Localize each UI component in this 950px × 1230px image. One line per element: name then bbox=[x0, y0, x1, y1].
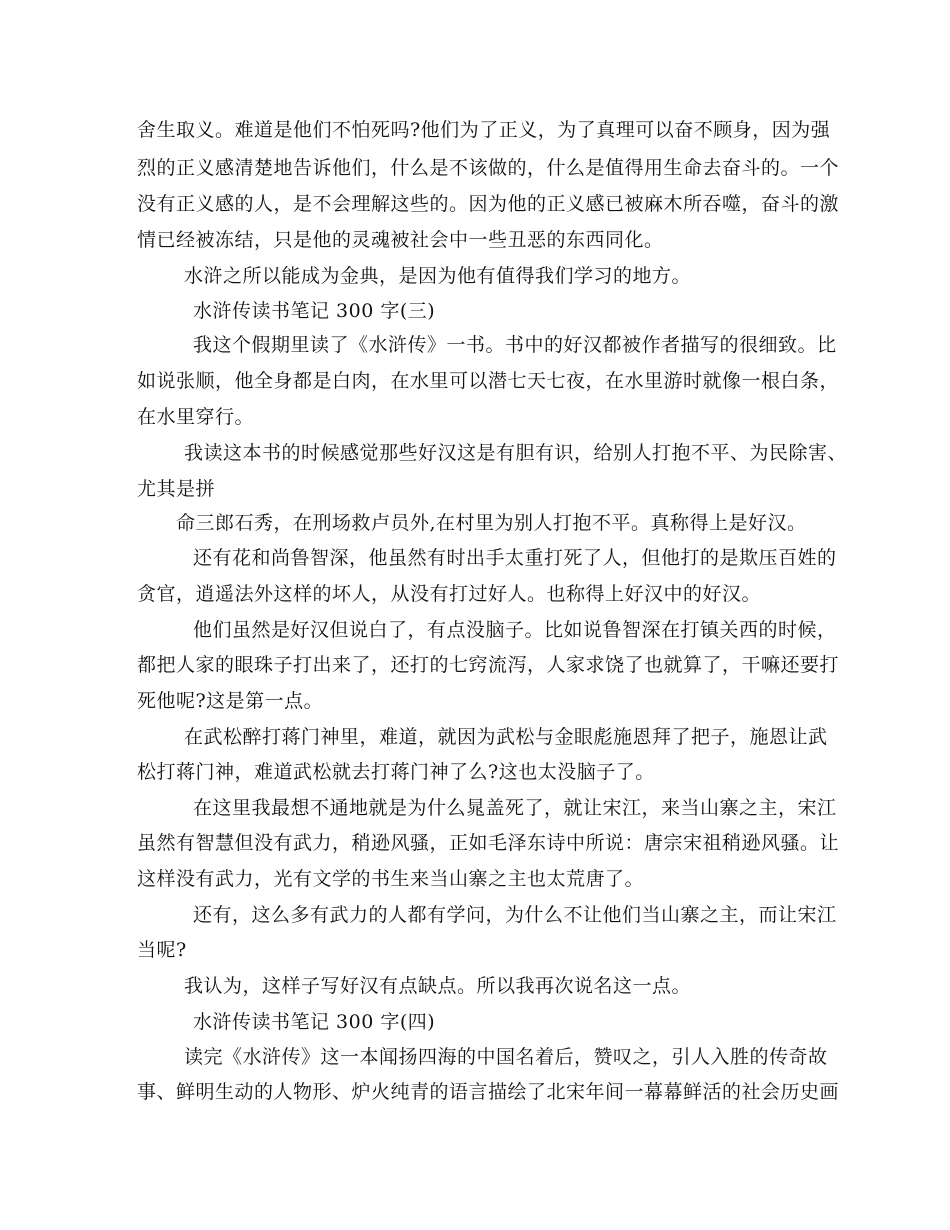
text-line: 命三郎石秀，在刑场救卢员外,在村里为别人打抱不平。真称得上是好汉。 bbox=[176, 512, 807, 534]
text-line: 松打蒋门神，难道武松就去打蒋门神了么?这也太没脑子了。 bbox=[137, 761, 655, 783]
section-heading: 水浒传读书笔记 300 字(三) bbox=[193, 300, 436, 322]
text-line: 死他呢?这是第一点。 bbox=[137, 690, 324, 712]
text-line: 他们虽然是好汉但说白了，有点没脑子。比如说鲁智深在打镇关西的时候， bbox=[193, 619, 837, 641]
text-line: 没有正义感的人，是不会理解这些的。因为他的正义感已被麻木所吞噬，奋斗的激 bbox=[137, 193, 840, 215]
text-line: 水浒之所以能成为金典，是因为他有值得我们学习的地方。 bbox=[184, 265, 692, 287]
text-line: 还有，这么多有武力的人都有学问，为什么不让他们当山寨之主，而让宋江 bbox=[193, 904, 837, 926]
text-line: 还有花和尚鲁智深，他虽然有时出手太重打死了人，但他打的是欺压百姓的 bbox=[193, 547, 837, 569]
section-heading: 水浒传读书笔记 300 字(四) bbox=[193, 1011, 436, 1033]
text-line: 舍生取义。难道是他们不怕死吗?他们为了正义，为了真理可以奋不顾身，因为强 bbox=[137, 119, 831, 141]
text-line: 烈的正义感清楚地告诉他们，什么是不该做的，什么是值得用生命去奋斗的。一个 bbox=[137, 157, 840, 179]
text-line: 贪官，逍遥法外这样的坏人，从没有打过好人。也称得上好汉中的好汉。 bbox=[137, 583, 762, 605]
text-line: 在这里我最想不通地就是为什么晁盖死了，就让宋江，来当山寨之主，宋江 bbox=[193, 797, 837, 819]
text-line: 这样没有武力，光有文学的书生来当山寨之主也太荒唐了。 bbox=[137, 868, 645, 890]
text-line: 虽然有智慧但没有武力，稍逊风骚，正如毛泽东诗中所说：唐宗宋祖稍逊风骚。让 bbox=[137, 832, 840, 854]
text-line: 尤其是拼 bbox=[137, 478, 216, 500]
text-line: 情已经被冻结，只是他的灵魂被社会中一些丑恶的东西同化。 bbox=[137, 229, 664, 251]
text-line: 都把人家的眼珠子打出来了，还打的七窍流泻，人家求饶了也就算了，干嘛还要打 bbox=[137, 654, 840, 676]
text-line: 事、鲜明生动的人物形、炉火纯青的语言描绘了北宋年间一幕幕鲜活的社会历史画 bbox=[137, 1081, 840, 1103]
text-line: 我认为，这样子写好汉有点缺点。所以我再次说名这一点。 bbox=[184, 975, 692, 997]
text-line: 如说张顺，他全身都是白肉，在水里可以潜七天七夜，在水里游时就像一根白条， bbox=[137, 370, 840, 392]
text-line: 我这个假期里读了《水浒传》一书。书中的好汉都被作者描写的很细致。比 bbox=[193, 334, 837, 356]
text-line: 读完《水浒传》这一本闻扬四海的中国名着后，赞叹之，引人入胜的传奇故 bbox=[184, 1046, 828, 1068]
text-line: 我读这本书的时候感觉那些好汉这是有胆有识，给别人打抱不平、为民除害、 bbox=[184, 442, 848, 464]
text-line: 在武松醉打蒋门神里，难道，就因为武松与金眼彪施恩拜了把子，施恩让武 bbox=[184, 726, 828, 748]
text-line: 当呢? bbox=[137, 939, 187, 961]
text-line: 在水里穿行。 bbox=[137, 406, 255, 428]
